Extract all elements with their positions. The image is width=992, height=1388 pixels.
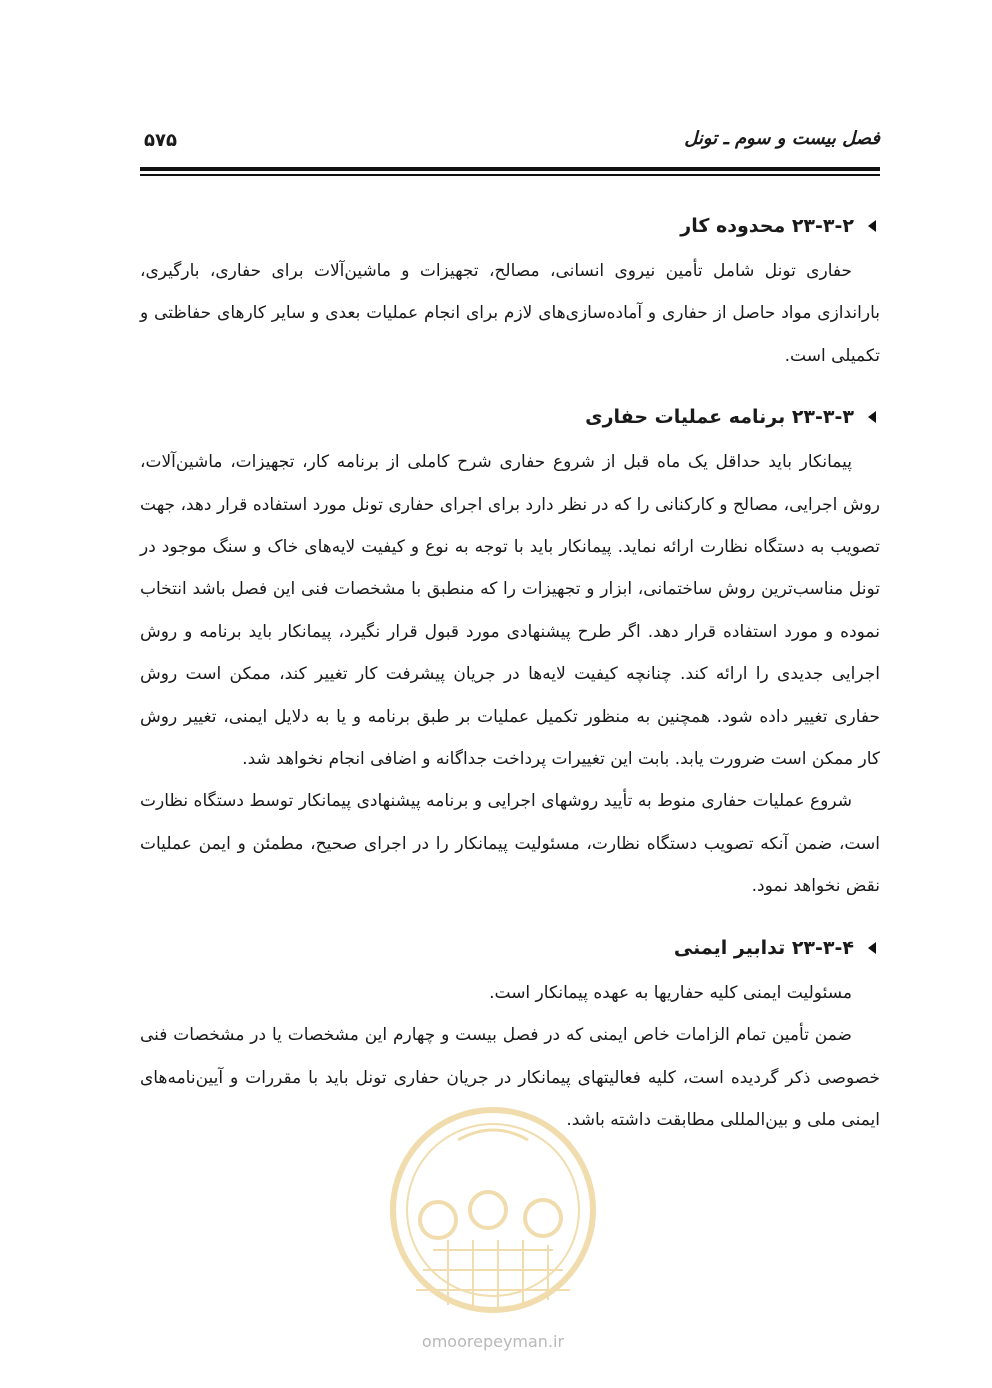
section-heading: [140, 208, 880, 244]
paragraph: حفاری تونل شامل تأمین نیروی انسانی، مصالح، تجهیزات و ماشین‌آلات برای حفاری، بارگیری، باراندازی مواد حاصل از حفاری و آماده‌سازی‌های لازم برای انجام عملیات بعدی و سایر کارهای حفاظتی و تکمیلی است.: [140, 261, 880, 366]
paragraph: ضمن تأمین تمام الزامات خاص ایمنی که در فصل بیست و چهارم این مشخصات یا در مشخصات فنی خصوصی ذکر گردیده است، کلیه فعالیتهای پیمانکار در جریان حفاری تونل باید با مقررات و آیین‌نامه‌های ایمنی ملی و بین‌المللی مطابقت داشته باشد.: [140, 1025, 880, 1130]
section-heading: [140, 930, 880, 966]
section-work-scope: [140, 208, 880, 377]
header-rule-thin: [140, 174, 880, 176]
bullet-arrow-icon: [868, 220, 876, 232]
section-heading-text: ۲۳-۳-۴ تدابیر ایمنی: [673, 936, 854, 959]
paragraph: شروع عملیات حفاری منوط به تأیید روشهای اجرایی و برنامه پیشنهادی پیمانکار توسط دستگاه نظارت است، ضمن آنکه تصویب دستگاه نظارت، مسئولیت پیمانکار را در اجرای صحیح، مطمئن و ایمن عملیات نقض نخواهد نمود.: [140, 791, 880, 897]
section-heading-text: ۲۳-۳-۳ برنامه عملیات حفاری: [585, 406, 854, 429]
section-heading-text: ۲۳-۳-۲ محدوده کار: [680, 215, 854, 237]
section-excavation-program: [140, 399, 880, 907]
section-safety-measures: [140, 930, 880, 1142]
main-content: [140, 208, 880, 1163]
bullet-arrow-icon: [868, 411, 876, 423]
page-number: ۵۷۵: [144, 130, 177, 151]
page-header: [140, 128, 880, 162]
header-rule-thick: [140, 167, 880, 171]
section-heading: [140, 399, 880, 435]
paragraph: پیمانکار باید حداقل یک ماه قبل از شروع حفاری شرح کاملی از برنامه کار، تجهیزات، ماشین‌آلات، روش اجرایی، مصالح و کارکنانی را که در نظر دارد برای اجرای حفاری تونل مورد استفاده قرار دهد، جهت تصویب به دستگاه نظارت ارائه نماید. پیمانکار باید با توجه به نوع و کیفیت لایه‌های خاک و سنگ موجود در تونل مناسب‌ترین روش ساختمانی، ابزار و تجهیزات را که منطبق با مشخصات فنی این فصل باشد انتخاب نموده و مورد استفاده قرار دهد. اگر طرح پیشنهادی مورد قبول قرار نگیرد، پیمانکار باید برنامه و روش اجرایی جدیدی را ارائه کند. چنانچه کیفیت لایه‌ها در جریان پیشرفت کار تغییر کند، ممکن است روش حفاری تغییر داده شود. همچنین به منظور تکمیل عملیات بر طبق برنامه و یا به دلایل ایمنی، تغییر روش کار ممکن است ضرورت یابد. بابت این تغییرات پرداخت جداگانه و اضافی انجام نخواهد شد.: [140, 452, 880, 770]
chapter-title: فصل بیست و سوم ـ تونل: [684, 128, 880, 149]
watermark-url: omoorepeyman.ir: [421, 1332, 565, 1351]
paragraph: مسئولیت ایمنی کلیه حفاریها به عهده پیمانکار است.: [489, 982, 852, 1003]
bullet-arrow-icon: [868, 942, 876, 954]
